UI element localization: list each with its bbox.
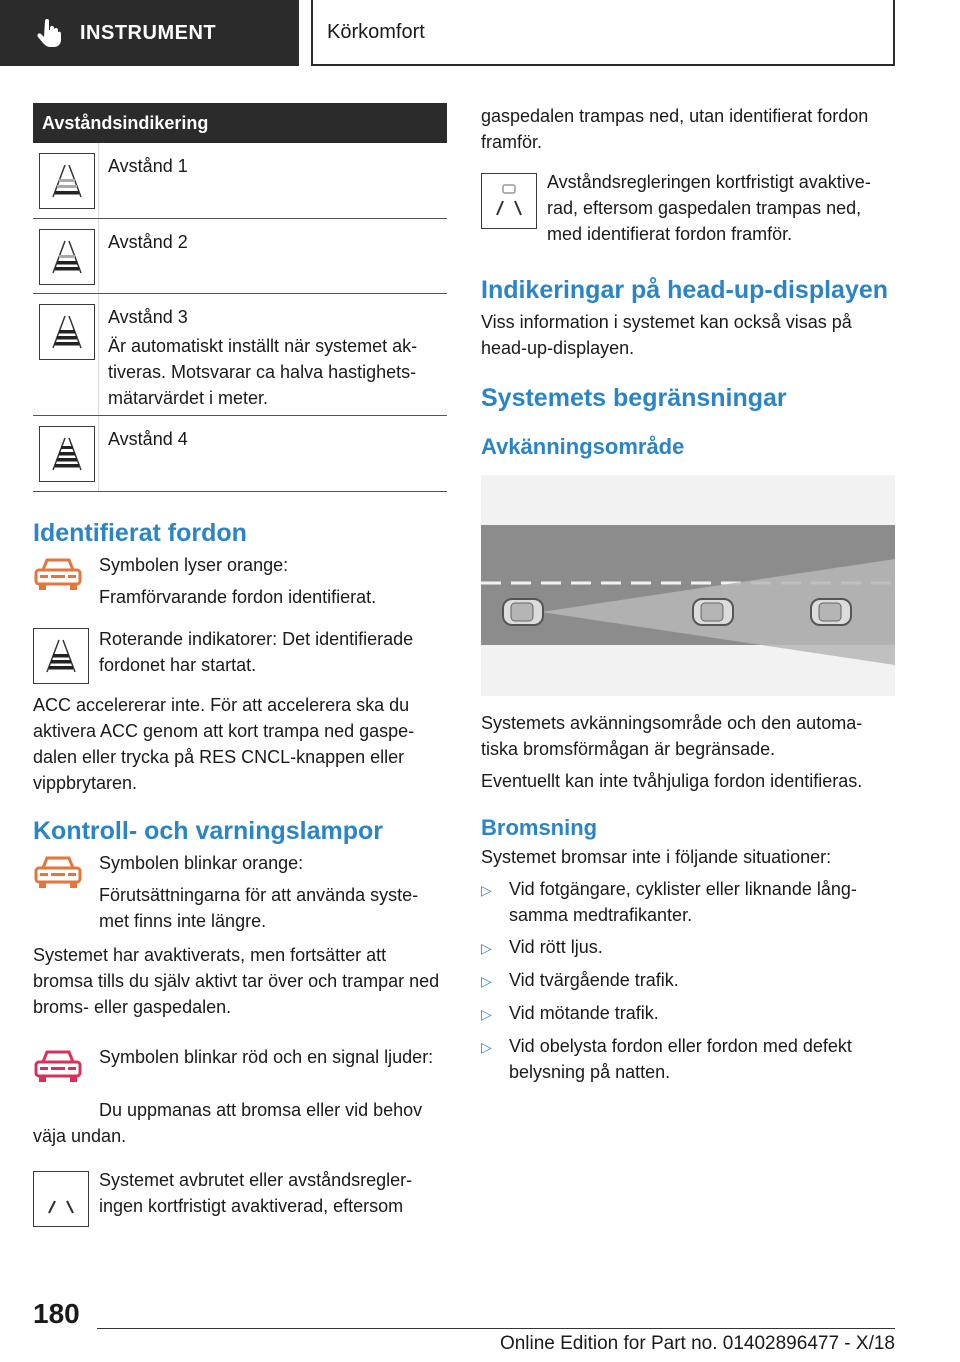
system-interrupted-item [33,1167,447,1227]
triangle-bullet-icon: ▷ [481,1006,492,1022]
row-text: Avstånd 2 [108,232,188,252]
car-red-icon [33,1073,83,1090]
list-item: ▷ Vid mötande trafik. [481,1000,895,1027]
deactivated-paragraph: Systemet har avaktiverats, men fortsätter att bromsa tills du själv aktivt tar över och trampar ned broms- eller gaspedalen. [33,945,440,1017]
row-text: Avstånd 3 [108,307,188,327]
footer-divider [97,1328,895,1329]
item-text: Avståndsregleringen kortfristigt avaktive-rad, eftersom gaspedalen trampas ned, med identifierat fordon framför. [547,172,871,244]
hand-pointer-icon [34,18,64,48]
chapter-title: Körkomfort [327,20,425,43]
item-text: Framförvarande fordon identifierat. [99,587,377,607]
distance-bars-4-icon [39,426,95,482]
acc-paragraph: ACC accelererar inte. För att accelerera ska du aktivera ACC genom att kort trampa ned gaspe-dalen eller trycka på RES CNCL-knappen eller vippbrytaren. [33,695,415,793]
triangle-bullet-icon: ▷ [481,940,492,956]
distance-bars-rotating-icon [33,628,89,684]
item-text: Symbolen blinkar orange: [99,853,304,873]
braking-list [481,876,895,1085]
warning-item-orange [33,850,447,934]
item-text: Roterande indikatorer: Det identifierade fordonet har startat. [99,629,414,675]
table-row [33,294,447,416]
list-item: ▷ Vid fotgängare, cyklister eller liknande lång-samma medtrafikanter. [481,876,895,928]
distance-bars-2-icon [39,229,95,285]
list-item: ▷ Vid tvärgående trafik. [481,967,895,994]
edition-text: Online Edition for Part no. 01402896477 - X/18 [499,1333,895,1354]
item-text: Systemet avbrutet eller avståndsregler-ingen kortfristigt avaktiverad, eftersom [99,1170,413,1216]
car-orange-icon [33,581,83,598]
list-item: ▷ Vid obelysta fordon eller fordon med defekt belysning på natten. [481,1033,895,1085]
row-text: Är automatiskt inställt när systemet ak-tiveras. Motsvarar ca halva hastighets-mätarvärdet i meter. [108,336,418,408]
lane-lines-icon [33,1171,89,1227]
deactivated-item [481,169,895,247]
hud-title: Indikeringar på head-up-displayen [481,276,889,304]
detection-paragraph-1: Systemets avkänningsområde och den automa-tiska bromsförmågan är begränsade. [481,713,863,759]
identified-vehicle-title: Identifierat fordon [33,519,247,547]
braking-intro: Systemet bromsar inte i följande situationer: [481,847,832,867]
section-tab[interactable] [0,0,299,66]
detection-range-illustration [481,475,895,696]
triangle-bullet-icon: ▷ [481,1039,492,1055]
row-text: Avstånd 1 [108,156,188,176]
car-orange-icon [33,879,83,896]
distance-table-heading: Avståndsindikering [33,103,447,143]
row-text: Avstånd 4 [108,429,188,449]
distance-table [33,103,447,492]
item-text: Symbolen lyser orange: [99,555,289,575]
continued-paragraph: gaspedalen trampas ned, utan identifierat fordon framför. [481,106,869,152]
triangle-bullet-icon: ▷ [481,973,492,989]
braking-title: Bromsning [481,815,598,840]
table-row [33,143,447,219]
section-tab-label: INSTRUMENT [80,21,217,44]
limits-title: Systemets begränsningar [481,384,787,412]
chapter-header [311,0,895,66]
brake-advice: Du uppmanas att bromsa eller vid behov väja undan. [33,1100,423,1146]
distance-bars-1-icon [39,153,95,209]
triangle-bullet-icon: ▷ [481,882,492,898]
car-lane-icon [481,173,537,229]
rotating-indicator-item [33,626,447,684]
identified-vehicle-item [33,552,447,610]
warning-lamps-title: Kontroll- och varningslampor [33,817,384,845]
table-row [33,416,447,492]
warning-item-red [33,1044,447,1091]
table-row [33,219,447,294]
item-text: Symbolen blinkar röd och en signal ljuder: [99,1047,434,1067]
list-item: ▷ Vid rött ljus. [481,934,895,961]
detection-title: Avkänningsområde [481,434,685,459]
left-column [33,103,447,1227]
hud-paragraph: Viss information i systemet kan också visas på head-up-displayen. [481,312,852,358]
page-number: 180 [33,1298,80,1329]
item-text: Förutsättningarna för att använda syste-met finns inte längre. [99,885,419,931]
right-column [481,103,895,1091]
distance-bars-3-icon [39,304,95,360]
detection-paragraph-2: Eventuellt kan inte tvåhjuliga fordon identifieras. [481,771,863,791]
